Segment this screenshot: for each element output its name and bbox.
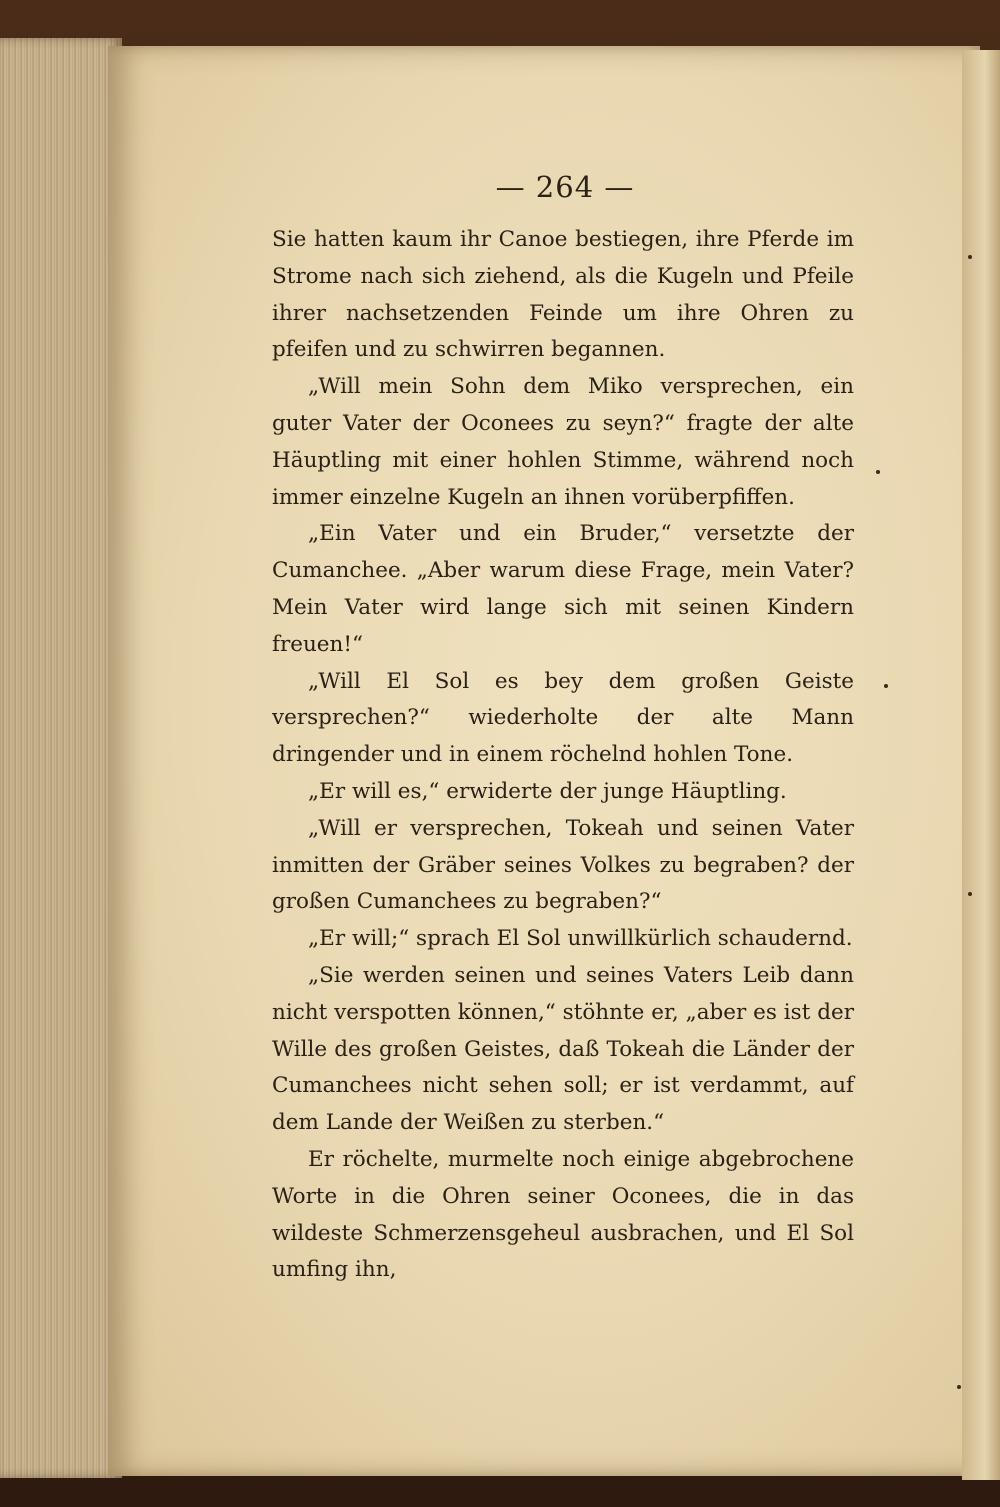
paragraph: „Will mein Sohn dem Miko versprechen, ein guter Vater der Oconees zu seyn?“ fragte der alte Häuptling mit einer hohlen Stimme, während noch immer einzelne Kugeln an ihnen vorüberpfiffen. — [272, 374, 854, 510]
facing-page-edge — [962, 50, 1000, 1480]
paragraph: Sie hatten kaum ihr Canoe bestiegen, ihre Pferde im Strome nach sich ziehend, als die Kugeln und Pfeile ihrer nachsetzenden Feinde um ihre Ohren zu pfeifen und zu schwirren begannen. — [272, 227, 854, 363]
page-number: — 264 — — [495, 170, 635, 204]
body-text — [272, 222, 854, 1289]
paragraph: „Er will;“ sprach El Sol unwillkürlich schaudernd. — [308, 926, 853, 952]
paragraph: Er röchelte, murmelte noch einige abgebrochene Worte in die Ohren seiner Oconees, die in das wildeste Schmerzensgeheul ausbrachen, und El Sol umfing ihn, — [272, 1146, 854, 1283]
paragraph: „Er will es,“ erwiderte der junge Häuptling. — [308, 778, 787, 804]
paragraph: „Will El Sol es bey dem großen Geiste versprechen?“ wiederholte der alte Mann dringender und in einem röchelnd hohlen Tone. — [272, 668, 854, 768]
paragraph: „Sie werden seinen und seines Vaters Leib dann nicht verspotten können,“ stöhnte er, „aber es ist der Wille des großen Geistes, daß Tokeah die Länder der Cumanchees nicht sehen soll; er ist verdammt, auf dem Lande der Weißen zu sterben.“ — [272, 962, 854, 1136]
paragraph: „Ein Vater und ein Bruder,“ versetzte der Cumanchee. „Aber warum diese Frage, mein Vater? Mein Vater wird lange sich mit seinen Kindern freuen!“ — [272, 521, 854, 657]
paragraph: „Will er versprechen, Tokeah und seinen Vater inmitten der Gräber seines Volkes zu begraben? der großen Cumanchees zu begraben?“ — [272, 815, 854, 915]
page-edges — [0, 38, 122, 1478]
